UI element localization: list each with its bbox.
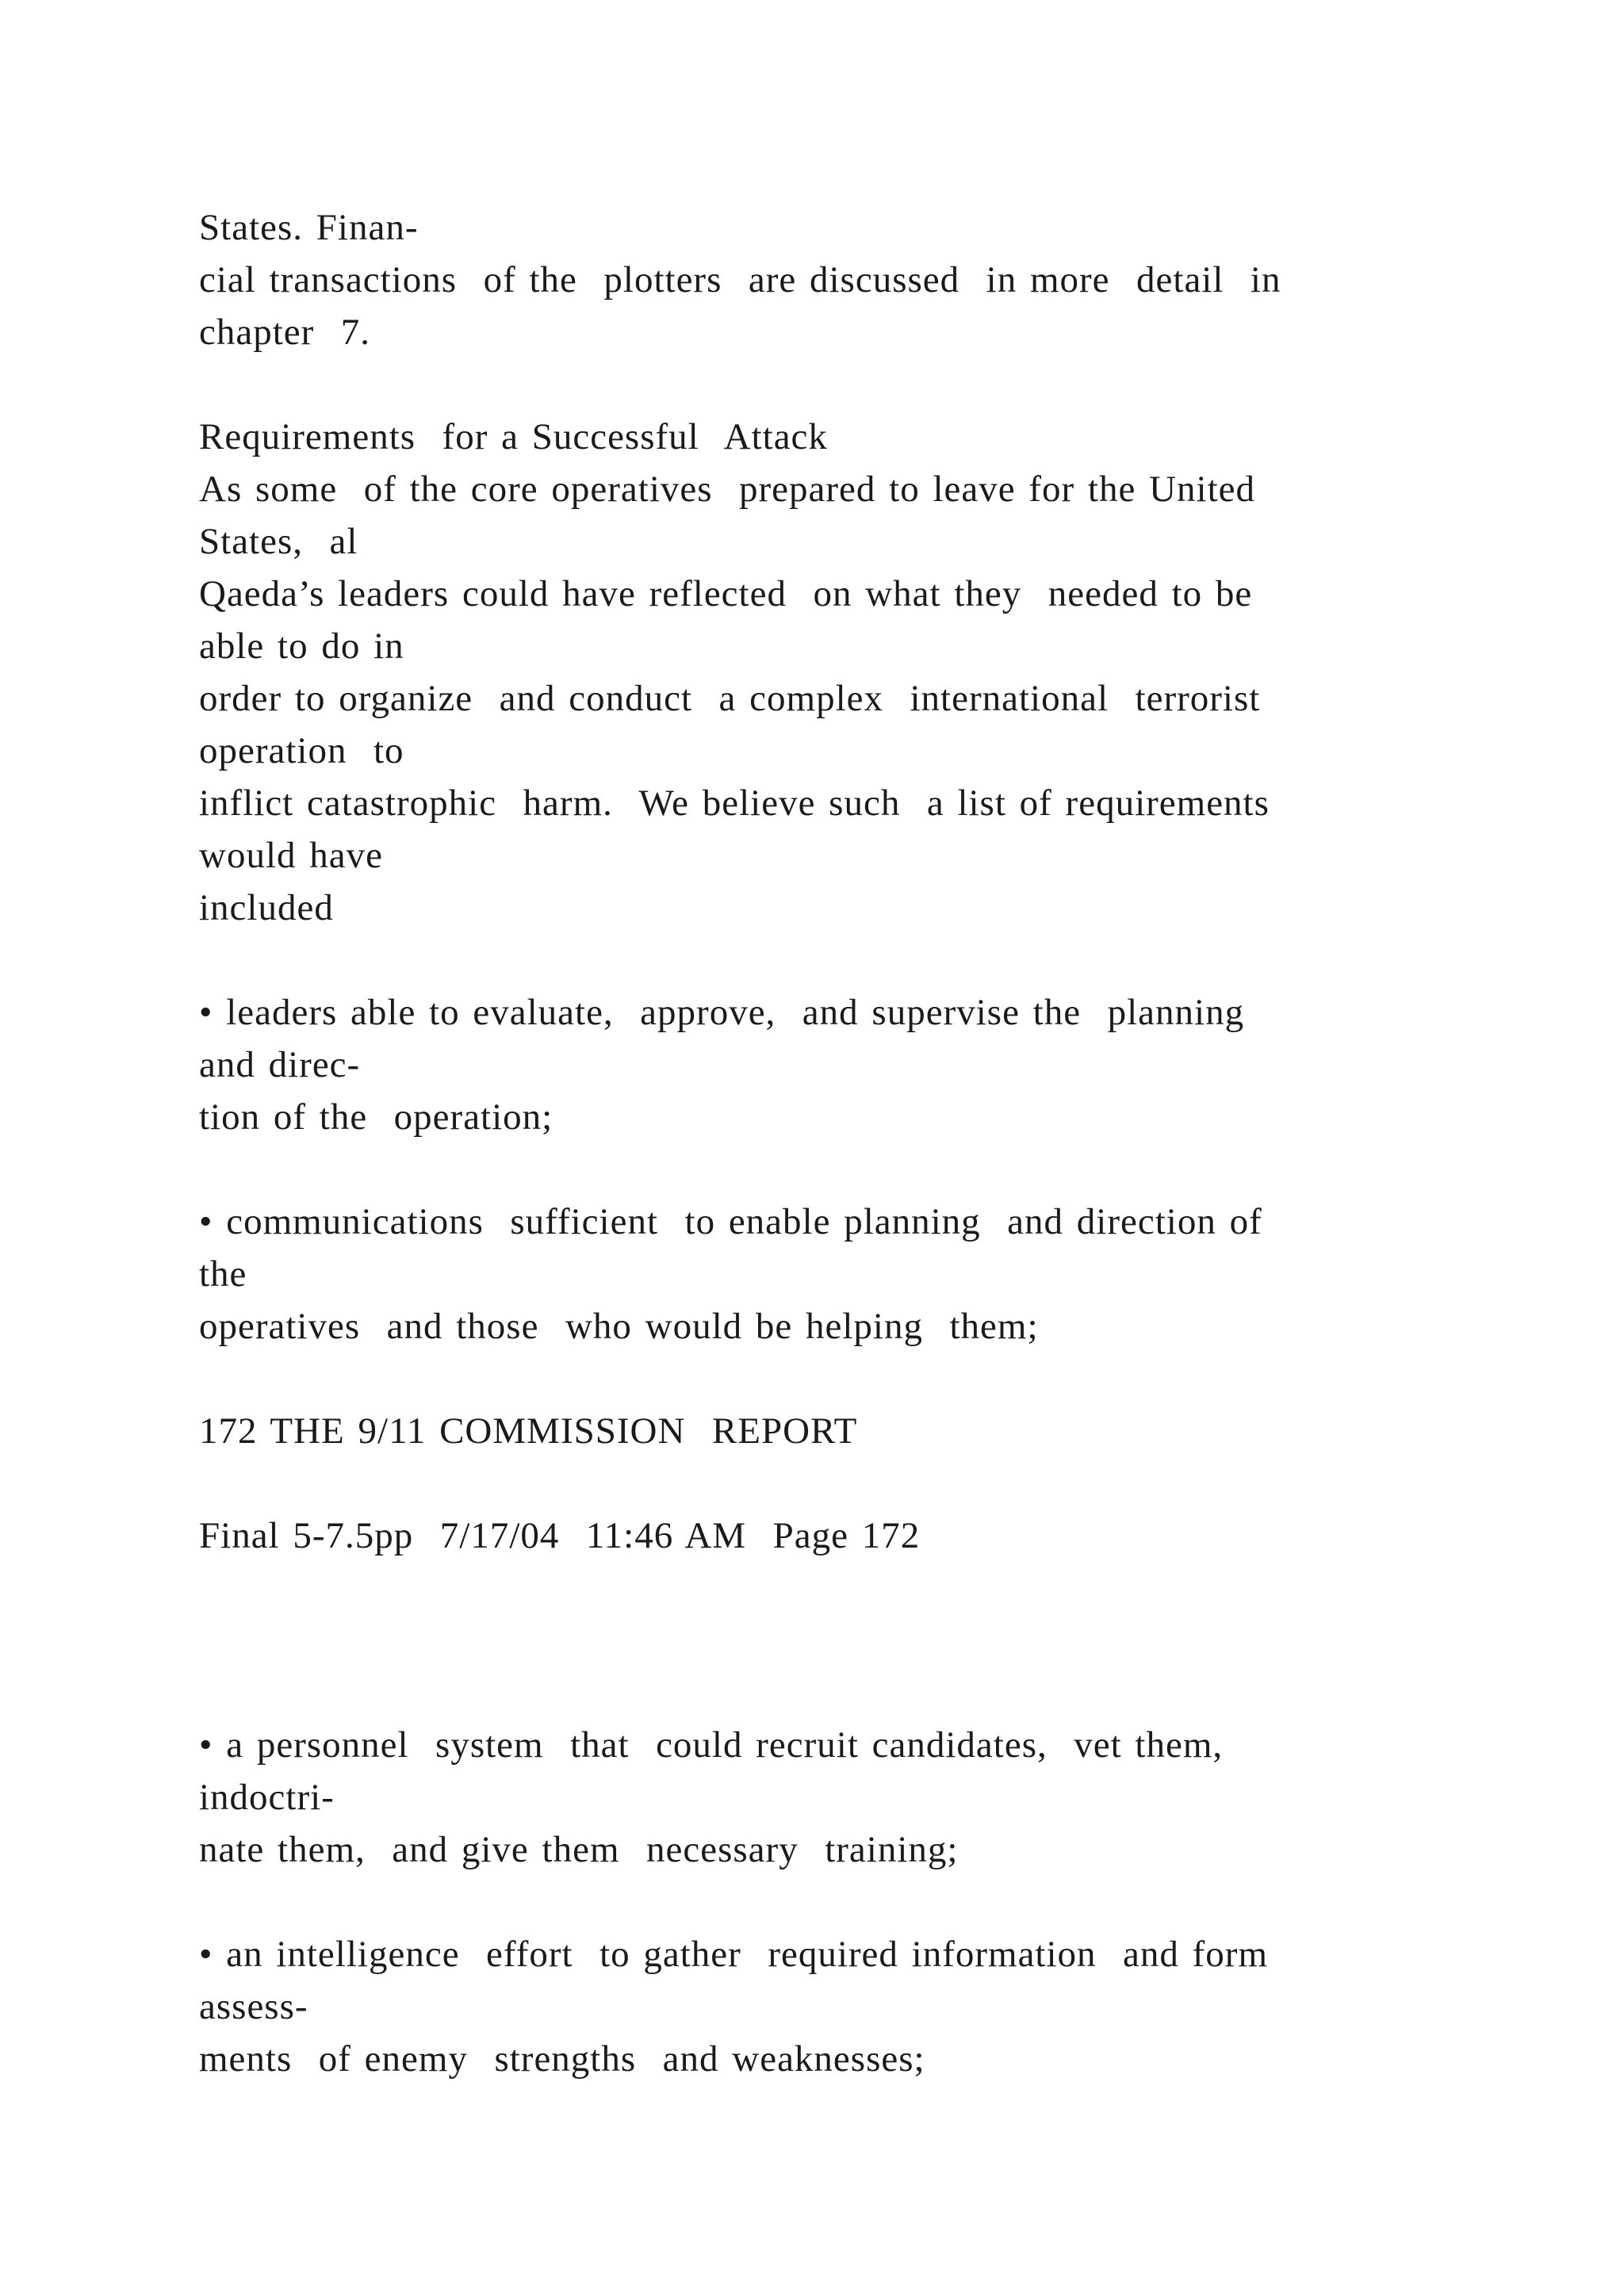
text-line: States. Finan- — [199, 207, 419, 248]
text-line: and direc- — [199, 1044, 361, 1085]
blank-line — [199, 1143, 1547, 1196]
blank-line — [199, 934, 1547, 986]
text-line: order to organize and conduct a complex international terrorist — [199, 678, 1261, 719]
text-line: cial transactions of the plotters are discussed in more detail in — [199, 259, 1281, 300]
blank-line — [199, 358, 1547, 411]
text-line: States, al — [199, 521, 358, 562]
blank-line — [199, 1353, 1547, 1405]
text-line: Qaeda’s leaders could have reflected on what they needed to be — [199, 573, 1253, 614]
text-line: included — [199, 887, 334, 928]
section-heading: Requirements for a Successful Attack — [199, 416, 828, 457]
text-line: the — [199, 1253, 247, 1295]
text-line: operation to — [199, 730, 404, 771]
running-footer: 172 THE 9/11 COMMISSION REPORT — [199, 1410, 858, 1452]
blank-line — [199, 1667, 1547, 1719]
blank-line — [199, 1562, 1547, 1614]
text-line: able to do in — [199, 626, 404, 667]
bullet-item-line: • an intelligence effort to gather required information and form — [199, 1934, 1269, 1975]
text-line: assess- — [199, 1986, 308, 2027]
text-line: ments of enemy strengths and weaknesses; — [199, 2038, 925, 2080]
text-line: tion of the operation; — [199, 1096, 553, 1138]
bullet-item-line: • leaders able to evaluate, approve, and supervise the planning — [199, 992, 1245, 1033]
print-slug: Final 5-7.5pp 7/17/04 11:46 AM Page 172 — [199, 1515, 921, 1556]
blank-line — [199, 1614, 1547, 1667]
document-page — [199, 201, 1547, 2085]
text-line: nate them, and give them necessary training; — [199, 1829, 959, 1870]
blank-line — [199, 1457, 1547, 1510]
text-line: inflict catastrophic harm. We believe such a list of requirements — [199, 783, 1270, 824]
text-line: As some of the core operatives prepared to leave for the United — [199, 469, 1256, 510]
text-line: indoctri- — [199, 1777, 335, 1818]
bullet-item-line: • communications sufficient to enable planning and direction of — [199, 1201, 1262, 1242]
blank-line — [199, 1876, 1547, 1928]
text-line: operatives and those who would be helping them; — [199, 1306, 1039, 1347]
bullet-item-line: • a personnel system that could recruit candidates, vet them, — [199, 1724, 1224, 1766]
text-line: would have — [199, 835, 383, 876]
text-line: chapter 7. — [199, 312, 371, 353]
